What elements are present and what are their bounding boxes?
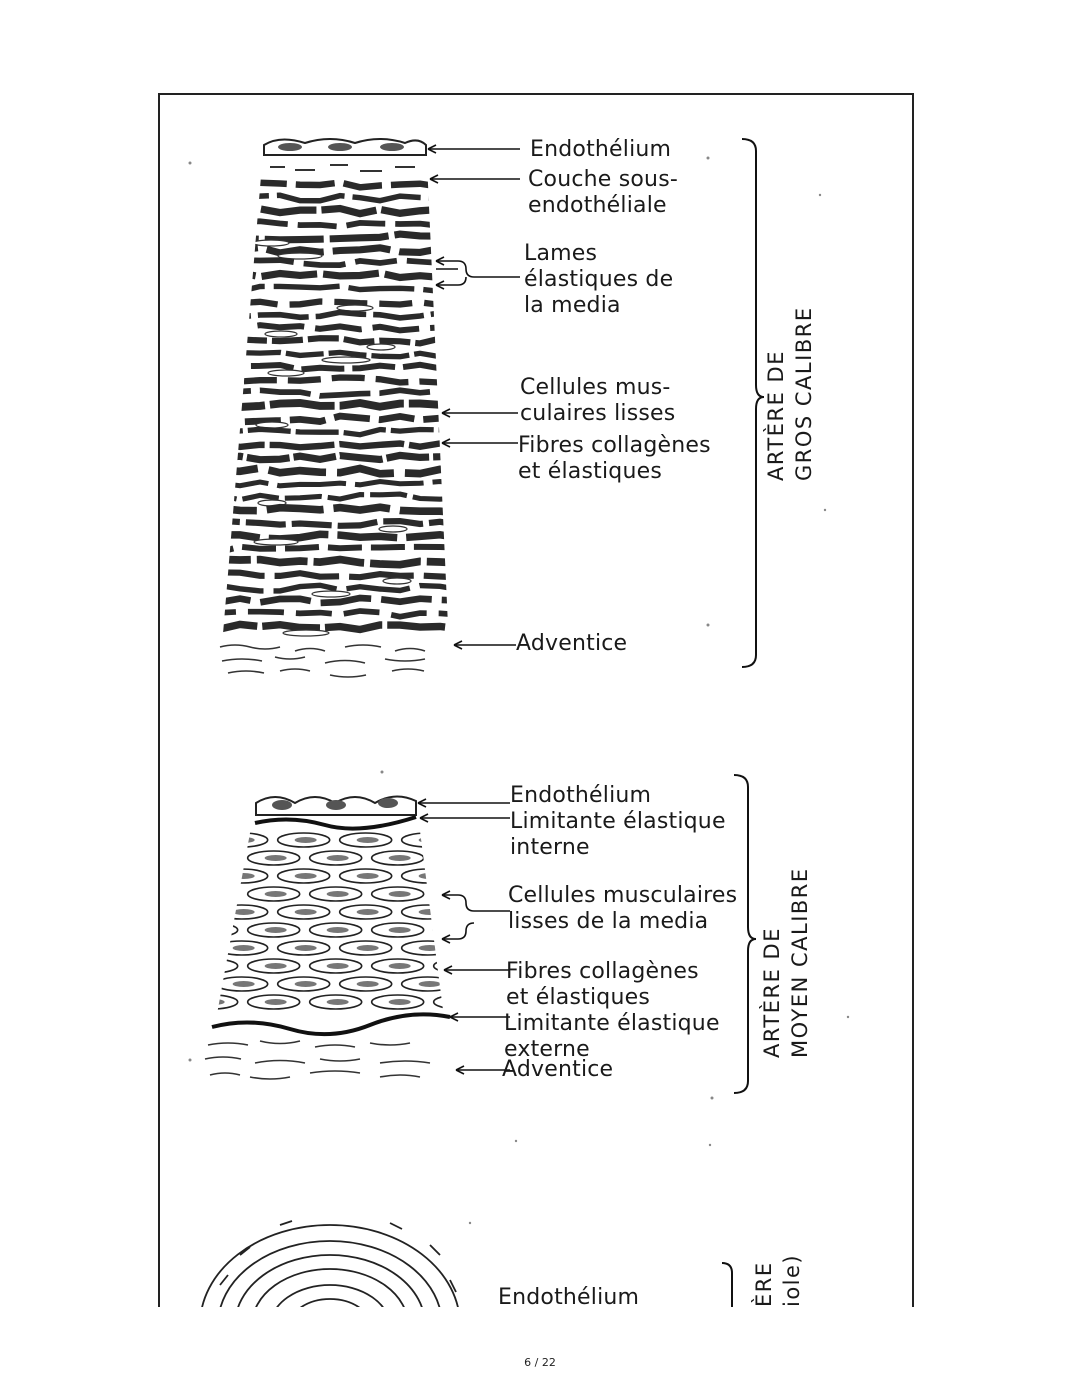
- label-endothelium: Endothélium: [510, 783, 652, 808]
- label-smooth-muscle-cells: Cellules mus- culaires lisses: [520, 375, 676, 426]
- leader-lines: [418, 145, 520, 1074]
- label-adventitia: Adventice: [516, 631, 628, 656]
- label-adventitia: Adventice: [502, 1057, 614, 1082]
- label-collagen-elastic-fibers: Fibres collagènes et élastiques: [506, 959, 699, 1010]
- label-internal-elastic-lamina: Limitante élastique interne: [510, 809, 726, 860]
- large-artery-wall: [200, 139, 480, 677]
- arteriole-label-endothelium: Endothélium: [498, 1285, 640, 1307]
- braces: [722, 139, 764, 1307]
- label-collagen-elastic-fibers: Fibres collagènes et élastiques: [518, 433, 711, 484]
- arteriole-cross-section: [200, 1221, 460, 1307]
- page-number: 6 / 22: [524, 1356, 556, 1369]
- label-endothelium: Endothélium: [530, 137, 672, 162]
- title-medium-artery: ARTÈRE DE MOYEN CALIBRE: [760, 867, 812, 1058]
- label-elastic-laminae: Lames élastiques de la media: [524, 241, 674, 318]
- medium-artery-wall: [186, 796, 486, 1079]
- label-media-smooth-muscle: Cellules musculaires lisses de la media: [508, 883, 738, 934]
- label-external-elastic-lamina: Limitante élastique externe: [504, 1011, 720, 1062]
- figure-frame: [158, 93, 914, 1307]
- label-sub-endothelial-layer: Couche sous- endothéliale: [528, 167, 678, 218]
- title-large-artery: ARTÈRE DE GROS CALIBRE: [764, 306, 816, 481]
- title-small-artery: ÈRE iole): [752, 1253, 804, 1307]
